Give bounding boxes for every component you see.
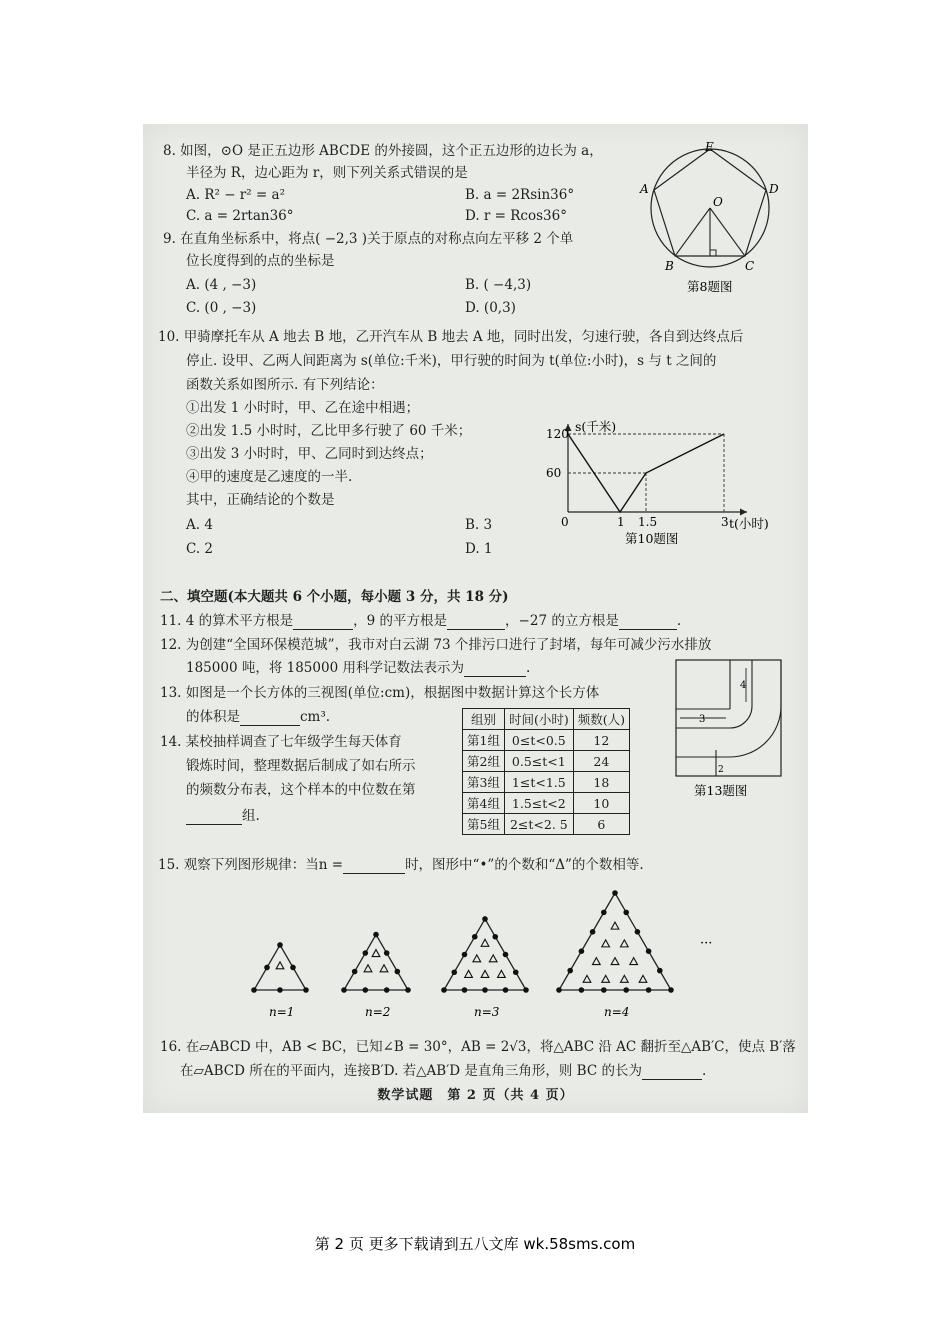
dot [623,987,629,993]
q16-blank[interactable] [642,1079,702,1080]
q12-line2: 185000 吨，将 185000 用科学记数法表示为 . [186,660,531,676]
dot [503,987,509,993]
dot [590,929,596,935]
dot [635,929,641,935]
pattern-label: n=1 [269,1005,295,1019]
pattern-label: n=3 [474,1005,500,1019]
table-row [463,751,630,772]
dot [579,987,585,993]
table-cell: 第4组 [463,793,505,814]
q10-conclusion-2: ②出发 1.5 小时时，乙比甲多行驶了 60 千米； [186,423,472,439]
x-tick-label: 1 [617,515,625,529]
dot [363,950,369,956]
dim-3: 3 [699,714,706,725]
table-cell: 10 [573,793,629,814]
table-cell: 6 [573,814,629,835]
q12-blank[interactable] [464,676,526,677]
q10-conclusion-4: ④甲的速度是乙速度的一半. [186,469,353,485]
q14-line1: 14. 某校抽样调查了七年级学生每天体育 [160,734,402,750]
dim-2: 2 [718,765,724,775]
table-cell: 1.5≤t<2 [504,793,573,814]
q8-option-a: A. R² − r² = a² [186,187,286,203]
q8-line2: 半径为 R，边心距为 r，则下列关系式错误的是 [186,165,468,181]
q11-blank-2[interactable] [447,629,505,630]
small-triangle [583,975,591,982]
dot [405,987,411,993]
dot [482,916,488,922]
page-number: 数学试题 第 2 页（共 4 页） [377,1088,574,1103]
label-D: D [769,182,779,196]
dot [384,950,390,956]
dot [623,910,629,916]
table-cell: 0.5≤t<1 [504,751,573,772]
dot [492,934,498,940]
q13-three-views-figure [670,658,788,800]
label-C: C [745,259,755,273]
dot [251,987,257,993]
dot [462,987,468,993]
q10-conclusion-1: ①出发 1 小时时，甲、乙在途中相遇； [186,400,420,416]
dot [579,948,585,954]
q10-line2: 停止. 设甲、乙两人间距离为 s(单位:千米)，甲行驶的时间为 t(单位:小时)，s 与 t 之间的 [186,353,717,369]
section-2-title: 二、填空题(本大题共 6 个小题，每小题 3 分，共 18 分) [160,589,509,605]
dot [601,910,607,916]
q10-distance-time-chart [535,416,785,551]
dot [472,934,478,940]
small-triangle [630,958,638,965]
y-tick-label: 60 [546,466,562,480]
q8-option-c: C. a = 2rtan36° [186,208,294,224]
dot [567,968,573,974]
table-cell: 18 [573,772,629,793]
pattern-figure-n3 [441,916,529,1019]
q13-line1: 13. 如图是一个长方体的三视图(单位:cm)，根据图中数据计算这个长方体 [160,685,600,701]
outer-triangle [254,945,306,990]
table-cell: 第1组 [463,730,505,751]
table-header: 频数(人) [573,709,629,730]
dot [646,987,652,993]
table-cell: 1≤t<1.5 [504,772,573,793]
dot [482,987,488,993]
label-E: E [705,140,714,154]
y-axis-label: s(千米) [575,419,617,434]
q12-line1: 12. 为创建“全国环保模范城”，我市对白云湖 73 个排污口进行了封堵，每年可减少污水排放 [160,637,712,653]
q16-line1: 16. 在▱ABCD 中，AB < BC，已知∠B = 30°，AB = 2√3，将△ABC 沿 AC 翻折至△AB′C，使点 B′落 [160,1039,796,1055]
label-O: O [713,195,723,209]
q8-option-d: D. r = Rcos36° [465,208,567,224]
dot [264,965,270,971]
footer-download-note: 第 2 页 更多下载请到五八文库 wk.58sms.com [314,1235,636,1253]
table-header: 组别 [463,709,505,730]
q9-option-b: B. ( −4,3) [465,277,532,293]
dot [373,932,379,938]
q9-line2: 位长度得到的点的坐标是 [186,253,335,269]
q10-fig-caption: 第10题图 [625,531,679,546]
small-triangle [481,939,489,946]
dot [363,987,369,993]
pattern-label: n=2 [365,1005,391,1019]
q10-line1: 10. 甲骑摩托车从 A 地去 B 地，乙开汽车从 B 地去 A 地，同时出发，匀速行驶，各自到达终点后 [158,329,744,345]
q13-blank[interactable] [240,725,300,726]
dot [290,965,296,971]
dot [646,948,652,954]
dot [441,987,447,993]
table-row [463,814,630,835]
origin-label: 0 [561,515,569,529]
q10-option-b: B. 3 [465,517,493,533]
q8-fig-caption: 第8题图 [687,279,733,294]
q14-blank[interactable] [186,824,242,825]
q15-text: 15. 观察下列图形规律：当n = 时，图形中“•”的个数和“Δ”的个数相等. [158,857,644,873]
outer-triangle [559,893,671,990]
small-triangle [380,965,388,972]
small-triangle [592,958,600,965]
small-triangle [498,970,506,977]
q8-option-b: B. a = 2Rsin36° [465,187,575,203]
q13-line2: 的体积是 cm³. [186,709,331,725]
small-triangle [481,970,489,977]
outer-triangle [344,935,408,990]
table-cell: 0≤t<0.5 [504,730,573,751]
q11-blank-3[interactable] [619,629,677,630]
x-tick-label: 3 [721,515,729,529]
q9-line1: 9. 在直角坐标系中，将点( −2,3 )关于原点的对称点向左平移 2 个单 [163,231,574,247]
q10-option-a: A. 4 [186,517,213,533]
q11-blank-1[interactable] [293,629,353,630]
outer-triangle [444,919,526,990]
small-triangle [620,940,628,947]
q10-option-c: C. 2 [186,541,214,557]
q8-pentagon-figure [635,138,785,298]
dot [384,987,390,993]
dot [503,952,509,958]
table-cell: 12 [573,730,629,751]
dot [513,969,519,975]
pattern-figure-n4 [556,890,674,1019]
small-triangle [611,958,619,965]
y-tick-label: 120 [546,427,569,441]
small-triangle [473,955,481,962]
table-header: 时间(小时) [504,709,573,730]
q10-line3: 函数关系如图所示. 有下列结论： [186,377,384,393]
q9-option-c: C. (0 , −3) [186,300,257,316]
dot [451,969,457,975]
q16-line2: 在▱ABCD 所在的平面内，连接B′D. 若△AB′D 是直角三角形，则 BC 的长为 . [180,1063,707,1079]
q14-line3: 的频数分布表，这个样本的中位数在第 [186,782,416,798]
dot [523,987,529,993]
small-triangle [372,950,380,957]
table-cell: 第3组 [463,772,505,793]
pattern-label: n=4 [604,1005,630,1019]
table-cell: 第5组 [463,814,505,835]
dot [668,987,674,993]
table-cell: 2≤t<2. 5 [504,814,573,835]
q8-line1: 8. 如图，⊙O 是正五边形 ABCDE 的外接圆，这个正五边形的边长为 a， [163,143,603,159]
small-triangle [639,975,647,982]
dim-4: 4 [740,680,747,691]
pattern-figure-n2 [341,932,411,1019]
table-header-row [463,709,630,730]
dot [462,952,468,958]
q14-line2: 锻炼时间，整理数据后制成了如右所示 [186,758,416,774]
x-axis-label: t(小时) [729,516,769,531]
small-triangle [465,970,473,977]
x-tick-label: 1.5 [638,515,658,529]
table-row [463,793,630,814]
small-triangle [602,975,610,982]
dot [277,987,283,993]
dot [657,968,663,974]
pattern-figure-n1 [251,942,309,1019]
q10-conclusion-3: ③出发 3 小时时，甲、乙同时到达终点； [186,446,433,462]
table-cell: 24 [573,751,629,772]
frequency-table [462,708,630,835]
label-B: B [665,259,674,273]
table-row [463,772,630,793]
dot [395,969,401,975]
q14-line4: 组. [186,807,260,825]
ellipsis: ··· [700,936,713,951]
dot [612,890,618,896]
q9-option-a: A. (4 , −3) [186,277,257,293]
q11-text: 11. 4 的算术平方根是 ，9 的平方根是 ，−27 的立方根是 . [160,613,682,629]
q9-option-d: D. (0,3) [465,300,516,316]
small-triangle [489,955,497,962]
small-triangle [602,940,610,947]
dot [277,942,283,948]
dot [341,987,347,993]
small-triangle [620,975,628,982]
small-triangle [276,962,284,969]
dot [303,987,309,993]
small-triangle [364,965,372,972]
q10-option-d: D. 1 [465,541,493,557]
dot [556,987,562,993]
table-row [463,730,630,751]
dot [601,987,607,993]
dot [352,969,358,975]
q13-fig-caption: 第13题图 [694,783,748,798]
label-A: A [640,182,649,196]
small-triangle [611,922,619,929]
q10-question: 其中，正确结论的个数是 [186,492,335,508]
table-cell: 第2组 [463,751,505,772]
q15-triangle-pattern [240,872,740,1034]
